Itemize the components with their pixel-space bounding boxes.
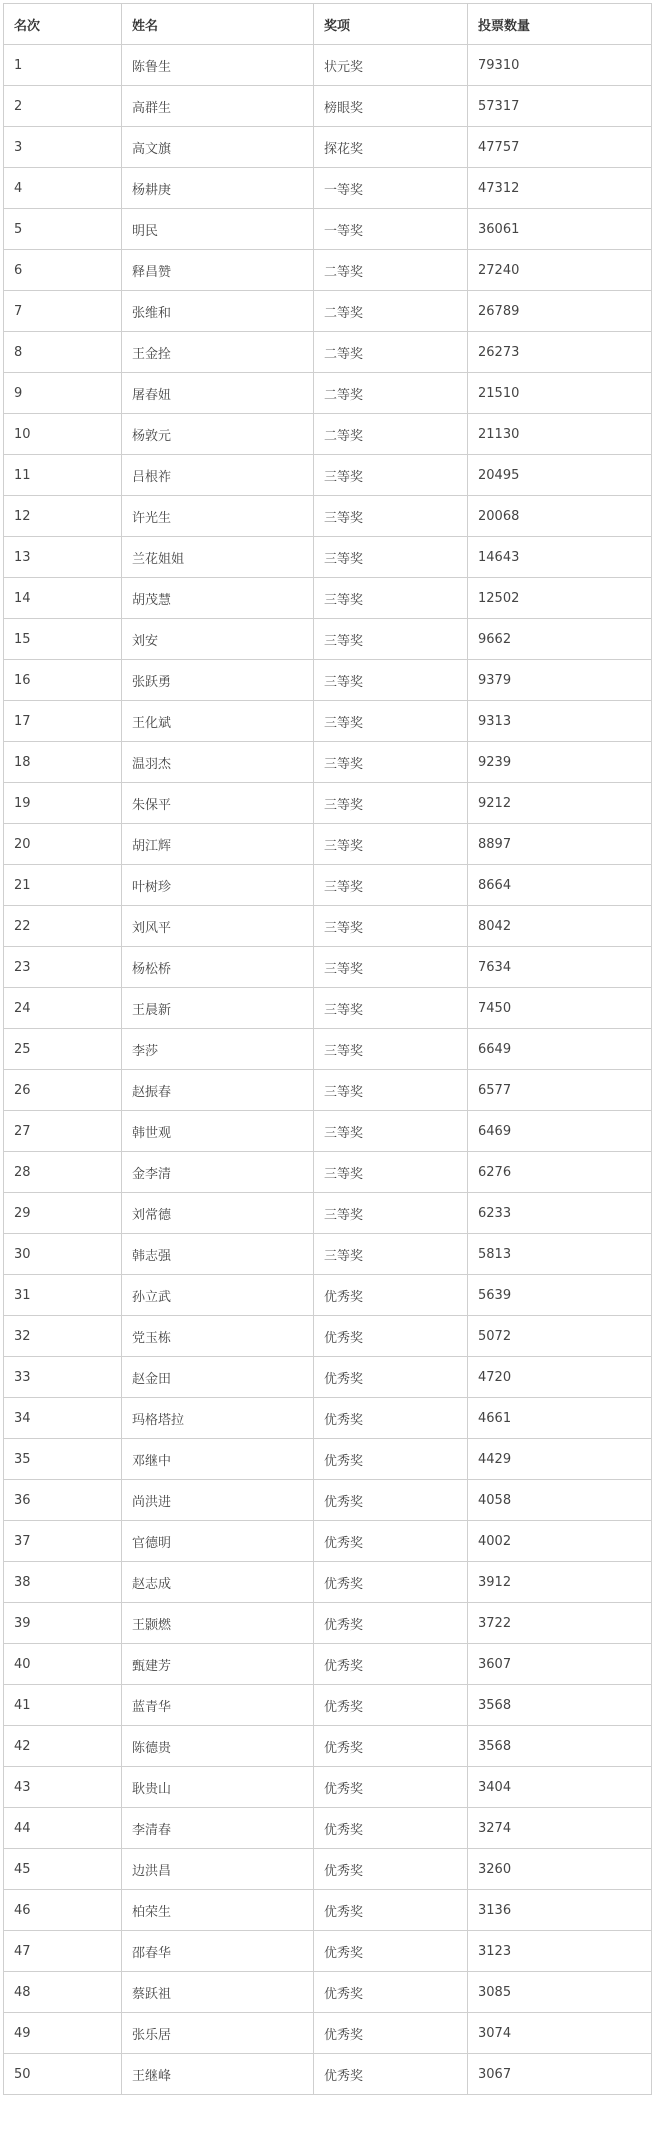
table-row	[4, 1603, 652, 1644]
cell-name: 高文旗	[122, 127, 314, 168]
table-row	[4, 1193, 652, 1234]
cell-votes: 6276	[468, 1152, 652, 1193]
cell-award: 三等奖	[314, 660, 468, 701]
cell-votes: 3404	[468, 1767, 652, 1808]
cell-votes: 14643	[468, 537, 652, 578]
cell-votes: 36061	[468, 209, 652, 250]
cell-rank: 18	[4, 742, 122, 783]
table-row	[4, 1480, 652, 1521]
table-row	[4, 660, 652, 701]
table-row	[4, 414, 652, 455]
cell-rank: 13	[4, 537, 122, 578]
cell-name: 胡江辉	[122, 824, 314, 865]
cell-votes: 5813	[468, 1234, 652, 1275]
cell-award: 三等奖	[314, 1029, 468, 1070]
cell-award: 优秀奖	[314, 1521, 468, 1562]
cell-award: 三等奖	[314, 1070, 468, 1111]
table-row	[4, 1890, 652, 1931]
cell-name: 刘常德	[122, 1193, 314, 1234]
cell-award: 三等奖	[314, 701, 468, 742]
cell-rank: 8	[4, 332, 122, 373]
cell-name: 屠春妞	[122, 373, 314, 414]
ranking-table-container	[3, 3, 651, 2095]
cell-votes: 9239	[468, 742, 652, 783]
cell-name: 许光生	[122, 496, 314, 537]
cell-award: 优秀奖	[314, 1890, 468, 1931]
cell-award: 三等奖	[314, 783, 468, 824]
cell-award: 二等奖	[314, 332, 468, 373]
cell-rank: 49	[4, 2013, 122, 2054]
table-row	[4, 86, 652, 127]
cell-rank: 47	[4, 1931, 122, 1972]
cell-rank: 10	[4, 414, 122, 455]
cell-votes: 47312	[468, 168, 652, 209]
cell-award: 三等奖	[314, 1193, 468, 1234]
cell-award: 三等奖	[314, 1234, 468, 1275]
table-row	[4, 1685, 652, 1726]
cell-name: 刘风平	[122, 906, 314, 947]
cell-name: 胡茂慧	[122, 578, 314, 619]
table-row	[4, 1029, 652, 1070]
cell-name: 刘安	[122, 619, 314, 660]
cell-award: 优秀奖	[314, 1439, 468, 1480]
header-name: 姓名	[122, 4, 314, 45]
table-row	[4, 2013, 652, 2054]
cell-award: 状元奖	[314, 45, 468, 86]
cell-name: 兰花姐姐	[122, 537, 314, 578]
cell-rank: 33	[4, 1357, 122, 1398]
cell-votes: 3274	[468, 1808, 652, 1849]
cell-name: 蔡跃祖	[122, 1972, 314, 2013]
cell-name: 张跃勇	[122, 660, 314, 701]
cell-votes: 5072	[468, 1316, 652, 1357]
table-header	[4, 4, 652, 45]
cell-rank: 19	[4, 783, 122, 824]
cell-votes: 3722	[468, 1603, 652, 1644]
cell-name: 孙立武	[122, 1275, 314, 1316]
cell-rank: 43	[4, 1767, 122, 1808]
cell-votes: 8042	[468, 906, 652, 947]
cell-rank: 37	[4, 1521, 122, 1562]
cell-rank: 40	[4, 1644, 122, 1685]
cell-votes: 3123	[468, 1931, 652, 1972]
table-row	[4, 701, 652, 742]
cell-votes: 4720	[468, 1357, 652, 1398]
cell-award: 三等奖	[314, 865, 468, 906]
cell-award: 二等奖	[314, 291, 468, 332]
table-row	[4, 906, 652, 947]
cell-rank: 20	[4, 824, 122, 865]
cell-votes: 3085	[468, 1972, 652, 2013]
cell-votes: 9313	[468, 701, 652, 742]
cell-award: 一等奖	[314, 168, 468, 209]
cell-name: 王金拴	[122, 332, 314, 373]
cell-rank: 25	[4, 1029, 122, 1070]
cell-award: 二等奖	[314, 250, 468, 291]
cell-votes: 9212	[468, 783, 652, 824]
cell-rank: 5	[4, 209, 122, 250]
table-row	[4, 1111, 652, 1152]
table-row	[4, 291, 652, 332]
cell-rank: 42	[4, 1726, 122, 1767]
table-row	[4, 250, 652, 291]
cell-votes: 79310	[468, 45, 652, 86]
cell-name: 高群生	[122, 86, 314, 127]
cell-award: 三等奖	[314, 906, 468, 947]
cell-name: 金李清	[122, 1152, 314, 1193]
table-row	[4, 45, 652, 86]
cell-votes: 3568	[468, 1726, 652, 1767]
cell-award: 优秀奖	[314, 1275, 468, 1316]
cell-award: 二等奖	[314, 373, 468, 414]
cell-award: 优秀奖	[314, 1603, 468, 1644]
cell-name: 朱保平	[122, 783, 314, 824]
cell-name: 蓝青华	[122, 1685, 314, 1726]
table-row	[4, 619, 652, 660]
cell-rank: 29	[4, 1193, 122, 1234]
cell-votes: 9662	[468, 619, 652, 660]
table-row	[4, 1439, 652, 1480]
cell-name: 玛格塔拉	[122, 1398, 314, 1439]
cell-award: 三等奖	[314, 947, 468, 988]
cell-rank: 11	[4, 455, 122, 496]
cell-name: 党玉栋	[122, 1316, 314, 1357]
table-row	[4, 1849, 652, 1890]
cell-award: 三等奖	[314, 824, 468, 865]
cell-votes: 26273	[468, 332, 652, 373]
cell-award: 二等奖	[314, 414, 468, 455]
cell-award: 三等奖	[314, 619, 468, 660]
cell-votes: 3074	[468, 2013, 652, 2054]
cell-rank: 2	[4, 86, 122, 127]
table-row	[4, 1275, 652, 1316]
cell-award: 三等奖	[314, 1111, 468, 1152]
cell-name: 赵金田	[122, 1357, 314, 1398]
cell-votes: 6469	[468, 1111, 652, 1152]
table-row	[4, 824, 652, 865]
cell-votes: 5639	[468, 1275, 652, 1316]
cell-name: 甄建芳	[122, 1644, 314, 1685]
table-row	[4, 742, 652, 783]
cell-rank: 45	[4, 1849, 122, 1890]
cell-votes: 6577	[468, 1070, 652, 1111]
table-row	[4, 1152, 652, 1193]
cell-rank: 17	[4, 701, 122, 742]
cell-award: 优秀奖	[314, 2013, 468, 2054]
cell-rank: 23	[4, 947, 122, 988]
cell-name: 陈德贵	[122, 1726, 314, 1767]
cell-award: 优秀奖	[314, 1808, 468, 1849]
cell-votes: 21510	[468, 373, 652, 414]
cell-votes: 21130	[468, 414, 652, 455]
cell-votes: 47757	[468, 127, 652, 168]
table-row	[4, 1644, 652, 1685]
cell-rank: 41	[4, 1685, 122, 1726]
cell-name: 官德明	[122, 1521, 314, 1562]
cell-votes: 3607	[468, 1644, 652, 1685]
cell-rank: 6	[4, 250, 122, 291]
cell-award: 优秀奖	[314, 1480, 468, 1521]
cell-rank: 46	[4, 1890, 122, 1931]
cell-votes: 3136	[468, 1890, 652, 1931]
cell-rank: 48	[4, 1972, 122, 2013]
table-row	[4, 332, 652, 373]
cell-award: 三等奖	[314, 537, 468, 578]
cell-award: 优秀奖	[314, 1931, 468, 1972]
cell-votes: 12502	[468, 578, 652, 619]
cell-votes: 20068	[468, 496, 652, 537]
cell-name: 邓继中	[122, 1439, 314, 1480]
cell-rank: 22	[4, 906, 122, 947]
table-row	[4, 1316, 652, 1357]
cell-award: 探花奖	[314, 127, 468, 168]
cell-award: 优秀奖	[314, 1767, 468, 1808]
cell-votes: 6649	[468, 1029, 652, 1070]
cell-votes: 3260	[468, 1849, 652, 1890]
cell-rank: 39	[4, 1603, 122, 1644]
table-row	[4, 783, 652, 824]
table-row	[4, 1070, 652, 1111]
cell-award: 优秀奖	[314, 1644, 468, 1685]
ranking-table	[3, 3, 652, 2095]
cell-name: 杨松桥	[122, 947, 314, 988]
table-row	[4, 209, 652, 250]
cell-rank: 16	[4, 660, 122, 701]
cell-name: 赵振春	[122, 1070, 314, 1111]
cell-votes: 4058	[468, 1480, 652, 1521]
table-row	[4, 1767, 652, 1808]
cell-rank: 30	[4, 1234, 122, 1275]
cell-award: 三等奖	[314, 1152, 468, 1193]
cell-rank: 36	[4, 1480, 122, 1521]
cell-name: 张乐居	[122, 2013, 314, 2054]
cell-rank: 4	[4, 168, 122, 209]
cell-rank: 35	[4, 1439, 122, 1480]
cell-rank: 50	[4, 2054, 122, 2095]
cell-name: 赵志成	[122, 1562, 314, 1603]
table-row	[4, 1972, 652, 2013]
cell-name: 李莎	[122, 1029, 314, 1070]
cell-award: 优秀奖	[314, 1562, 468, 1603]
cell-votes: 8664	[468, 865, 652, 906]
cell-name: 明民	[122, 209, 314, 250]
cell-name: 王晨新	[122, 988, 314, 1029]
cell-award: 三等奖	[314, 578, 468, 619]
cell-name: 尚洪进	[122, 1480, 314, 1521]
cell-name: 边洪昌	[122, 1849, 314, 1890]
cell-rank: 14	[4, 578, 122, 619]
header-row	[4, 4, 652, 45]
cell-award: 优秀奖	[314, 1726, 468, 1767]
cell-rank: 26	[4, 1070, 122, 1111]
header-rank: 名次	[4, 4, 122, 45]
table-row	[4, 1562, 652, 1603]
cell-award: 三等奖	[314, 455, 468, 496]
cell-votes: 20495	[468, 455, 652, 496]
cell-votes: 7450	[468, 988, 652, 1029]
cell-award: 榜眼奖	[314, 86, 468, 127]
cell-award: 优秀奖	[314, 1972, 468, 2013]
cell-rank: 38	[4, 1562, 122, 1603]
cell-votes: 27240	[468, 250, 652, 291]
cell-rank: 24	[4, 988, 122, 1029]
table-row	[4, 865, 652, 906]
cell-name: 李清春	[122, 1808, 314, 1849]
table-row	[4, 2054, 652, 2095]
cell-name: 杨敦元	[122, 414, 314, 455]
cell-award: 优秀奖	[314, 1316, 468, 1357]
cell-votes: 6233	[468, 1193, 652, 1234]
table-row	[4, 1234, 652, 1275]
table-row	[4, 127, 652, 168]
table-row	[4, 947, 652, 988]
cell-name: 邵春华	[122, 1931, 314, 1972]
table-row	[4, 578, 652, 619]
cell-votes: 57317	[468, 86, 652, 127]
cell-name: 释昌赞	[122, 250, 314, 291]
cell-votes: 8897	[468, 824, 652, 865]
table-row	[4, 1521, 652, 1562]
cell-name: 温羽杰	[122, 742, 314, 783]
table-row	[4, 1726, 652, 1767]
cell-rank: 15	[4, 619, 122, 660]
cell-votes: 26789	[468, 291, 652, 332]
cell-award: 一等奖	[314, 209, 468, 250]
cell-rank: 28	[4, 1152, 122, 1193]
cell-votes: 3912	[468, 1562, 652, 1603]
cell-votes: 4002	[468, 1521, 652, 1562]
cell-rank: 31	[4, 1275, 122, 1316]
cell-rank: 1	[4, 45, 122, 86]
cell-rank: 3	[4, 127, 122, 168]
table-row	[4, 1931, 652, 1972]
cell-rank: 7	[4, 291, 122, 332]
cell-name: 王化斌	[122, 701, 314, 742]
cell-name: 陈鲁生	[122, 45, 314, 86]
cell-name: 韩志强	[122, 1234, 314, 1275]
table-row	[4, 1398, 652, 1439]
cell-award: 三等奖	[314, 742, 468, 783]
cell-name: 叶树珍	[122, 865, 314, 906]
cell-award: 三等奖	[314, 988, 468, 1029]
cell-name: 耿贵山	[122, 1767, 314, 1808]
table-row	[4, 537, 652, 578]
cell-award: 优秀奖	[314, 1398, 468, 1439]
table-row	[4, 455, 652, 496]
cell-rank: 21	[4, 865, 122, 906]
cell-name: 王颢燃	[122, 1603, 314, 1644]
table-row	[4, 496, 652, 537]
cell-award: 三等奖	[314, 496, 468, 537]
header-award: 奖项	[314, 4, 468, 45]
cell-name: 吕根祚	[122, 455, 314, 496]
table-row	[4, 168, 652, 209]
table-row	[4, 373, 652, 414]
cell-votes: 7634	[468, 947, 652, 988]
cell-rank: 34	[4, 1398, 122, 1439]
cell-award: 优秀奖	[314, 2054, 468, 2095]
cell-rank: 27	[4, 1111, 122, 1152]
cell-rank: 12	[4, 496, 122, 537]
cell-votes: 3067	[468, 2054, 652, 2095]
cell-rank: 9	[4, 373, 122, 414]
cell-award: 优秀奖	[314, 1685, 468, 1726]
header-votes: 投票数量	[468, 4, 652, 45]
cell-name: 柏荣生	[122, 1890, 314, 1931]
cell-votes: 3568	[468, 1685, 652, 1726]
cell-votes: 4429	[468, 1439, 652, 1480]
cell-rank: 32	[4, 1316, 122, 1357]
table-row	[4, 1808, 652, 1849]
table-body	[4, 45, 652, 2095]
cell-votes: 9379	[468, 660, 652, 701]
cell-name: 张维和	[122, 291, 314, 332]
cell-award: 优秀奖	[314, 1357, 468, 1398]
table-row	[4, 1357, 652, 1398]
cell-name: 韩世观	[122, 1111, 314, 1152]
cell-name: 杨耕庚	[122, 168, 314, 209]
cell-rank: 44	[4, 1808, 122, 1849]
cell-votes: 4661	[468, 1398, 652, 1439]
table-row	[4, 988, 652, 1029]
cell-name: 王继峰	[122, 2054, 314, 2095]
cell-award: 优秀奖	[314, 1849, 468, 1890]
